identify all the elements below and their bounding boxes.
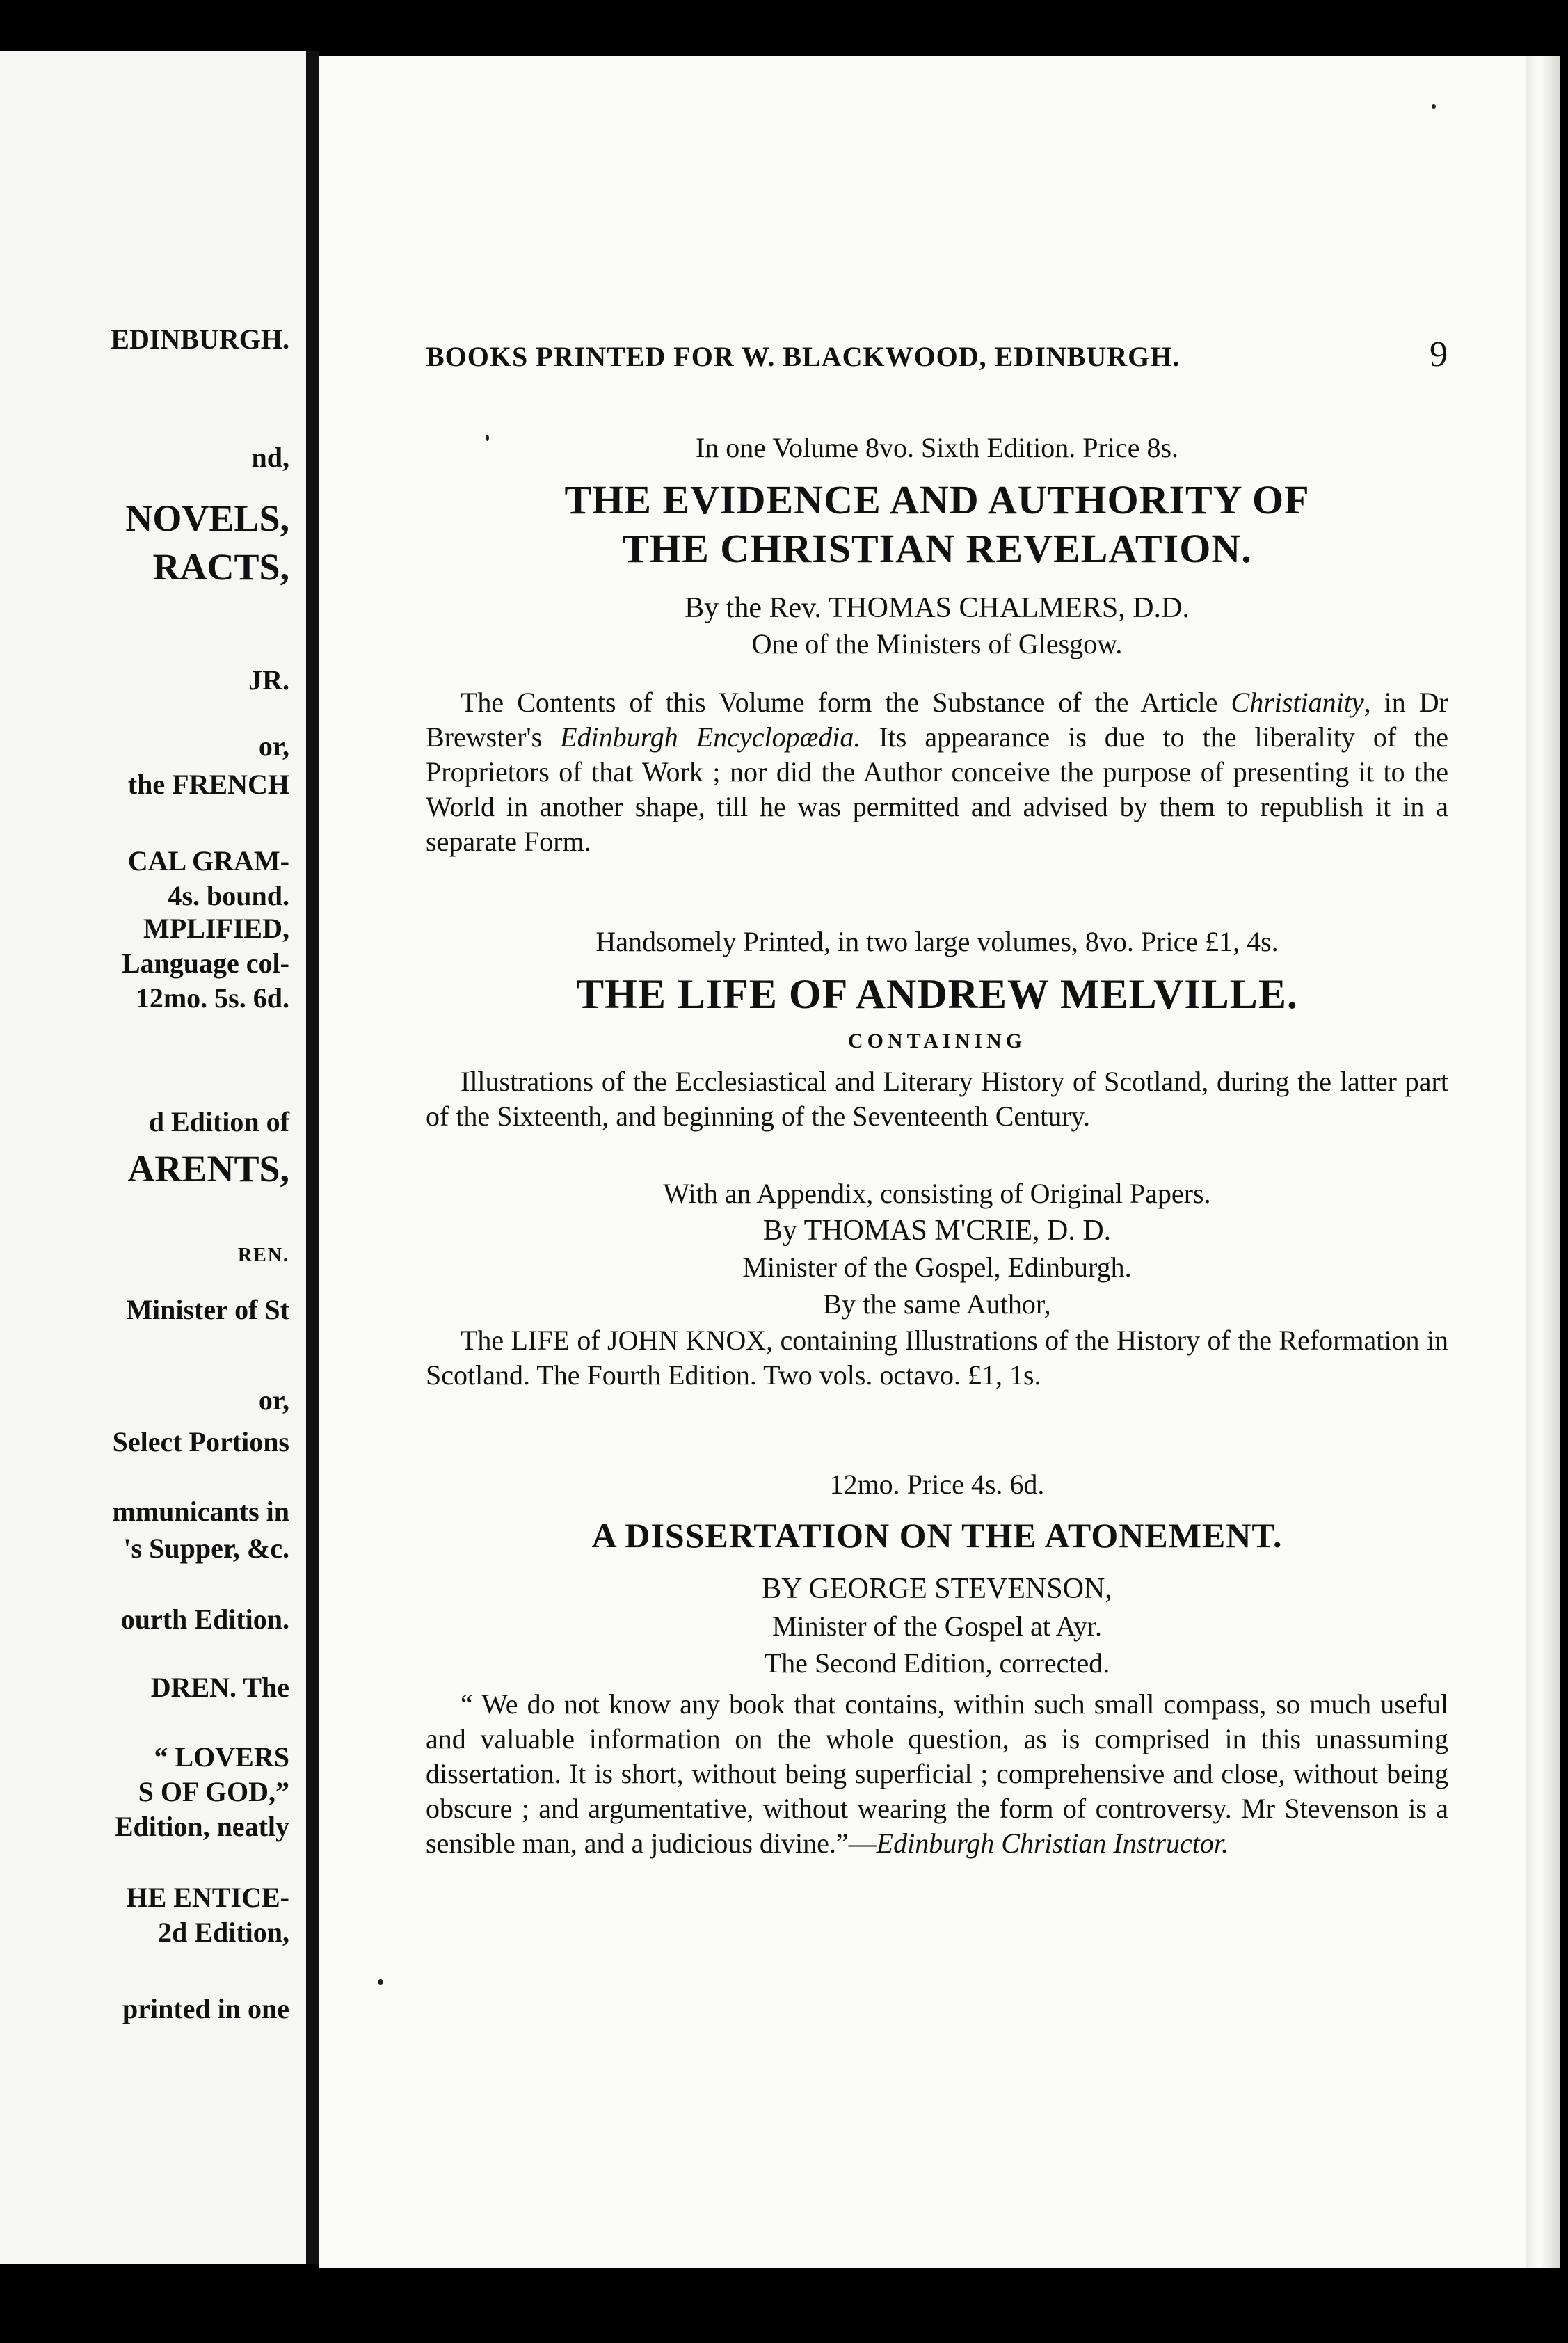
facing-line: printed in one [122, 1993, 289, 2024]
facing-line: NOVELS, [125, 497, 289, 539]
facing-line: S OF GOD,” [138, 1776, 289, 1807]
facing-line: REN. [237, 1245, 289, 1266]
book-title: THE LIFE OF ANDREW MELVILLE. [576, 971, 1298, 1017]
facing-line: 4s. bound. [168, 880, 289, 911]
author-line: By the Rev. THOMAS CHALMERS, D.D. [685, 592, 1190, 624]
facing-line: 2d Edition, [158, 1917, 289, 1948]
facing-line: DREN. The [150, 1672, 289, 1703]
facing-line: ourth Edition. [120, 1604, 289, 1635]
facing-line: ARENTS, [127, 1148, 289, 1190]
paper-speck [1432, 104, 1436, 109]
desc-text: , in Dr Brewster's [426, 687, 1449, 753]
book-title: THE EVIDENCE AND AUTHORITY OF [564, 477, 1310, 522]
page [319, 56, 1526, 2268]
desc-text: Its appearance is due to the liberality of the Proprietors of that Work ; nor did the Author conceive the purpose of presenting it to the World in another shape, till he was permitted and advised by them to republish it in a separate Form. [426, 721, 1449, 857]
related-work: The LIFE of JOHN KNOX, containing Illustrations of the History of the Reformation in Scotland. The Fourth Edition. Two vols. octavo. £1, 1s. [426, 1325, 1448, 1391]
desc-italic: Christianity [1231, 687, 1364, 718]
quote-text: “ We do not know any book that contains, within such small compass, so much useful and valuable information on the whole question, as is comprised in this unassuming dissertation. It is short, without being superficial ; comprehensive and close, without being obscure ; and argumentative, without wearing the form of controversy. Mr Stevenson is a sensible man, and a judicious divine.”— [426, 1688, 1448, 1859]
author-line: By THOMAS M'CRIE, D. D. [762, 1215, 1112, 1247]
facing-line: 12mo. 5s. 6d. [135, 982, 289, 1014]
quote-source: Edinburgh Christian Instructor. [876, 1828, 1229, 1859]
facing-line: JR. [248, 664, 289, 696]
same-author-note: By the same Author, [823, 1288, 1051, 1320]
edition-line: Handsomely Printed, in two large volumes, 8vo. Price £1, 4s. [595, 926, 1279, 957]
desc-text: The Contents of this Volume form the Substance of the Article [461, 687, 1231, 718]
book-title: THE CHRISTIAN REVELATION. [622, 526, 1252, 571]
facing-line: or, [258, 1384, 289, 1416]
containing-label: CONTAINING [847, 1030, 1027, 1053]
facing-line: nd, [251, 442, 289, 473]
facing-line: Language col- [121, 947, 289, 979]
facing-line: RACTS, [152, 546, 289, 588]
facing-line: or, [258, 730, 289, 762]
review-quote [426, 1687, 1448, 1861]
page-edge [1526, 56, 1560, 2268]
running-head [426, 334, 1448, 375]
edition-line: 12mo. Price 4s. 6d. [829, 1469, 1045, 1500]
facing-line: Edition, neatly [114, 1811, 289, 1842]
edition-line: In one Volume 8vo. Sixth Edition. Price 8s. [695, 432, 1179, 463]
author-role: One of the Ministers of Glesgow. [751, 628, 1123, 659]
author-role: Minister of the Gospel at Ayr. [771, 1610, 1103, 1642]
facing-line: 's Supper, &c. [123, 1533, 289, 1564]
facing-page-fragment [0, 51, 306, 2264]
facing-line: mmunicants in [112, 1496, 289, 1527]
paper-speck [378, 1979, 383, 1985]
facing-line: d Edition of [148, 1106, 289, 1137]
description-paragraph [426, 685, 1448, 859]
facing-line: Select Portions [112, 1426, 289, 1457]
facing-line: “ LOVERS [154, 1741, 289, 1773]
author-line: BY GEORGE STEVENSON, [762, 1573, 1112, 1605]
description-paragraph: Illustrations of the Ecclesiastical and Literary History of Scotland, during the latter part of the Sixteenth, and beginning of the Seventeenth Century. [426, 1066, 1448, 1132]
facing-line: Minister of St [126, 1294, 289, 1325]
page-number: 9 [1430, 335, 1448, 374]
appendix-note: With an Appendix, consisting of Original Papers. [663, 1178, 1211, 1209]
facing-line: MPLIFIED, [143, 913, 289, 944]
facing-line: the FRENCH [127, 769, 289, 800]
facing-line: HE ENTICE- [126, 1882, 289, 1913]
author-role: Minister of the Gospel, Edinburgh. [742, 1252, 1132, 1283]
facing-line: EDINBURGH. [111, 323, 289, 355]
book-title: A DISSERTATION ON THE ATONEMENT. [591, 1516, 1283, 1555]
running-head-title: BOOKS PRINTED FOR W. BLACKWOOD, EDINBURGH. [426, 341, 1181, 372]
facing-line: CAL GRAM- [127, 845, 289, 877]
edition-note: The Second Edition, corrected. [764, 1647, 1110, 1679]
desc-italic: Edinburgh Encyclopædia. [560, 721, 861, 753]
book-gutter [306, 51, 319, 2264]
